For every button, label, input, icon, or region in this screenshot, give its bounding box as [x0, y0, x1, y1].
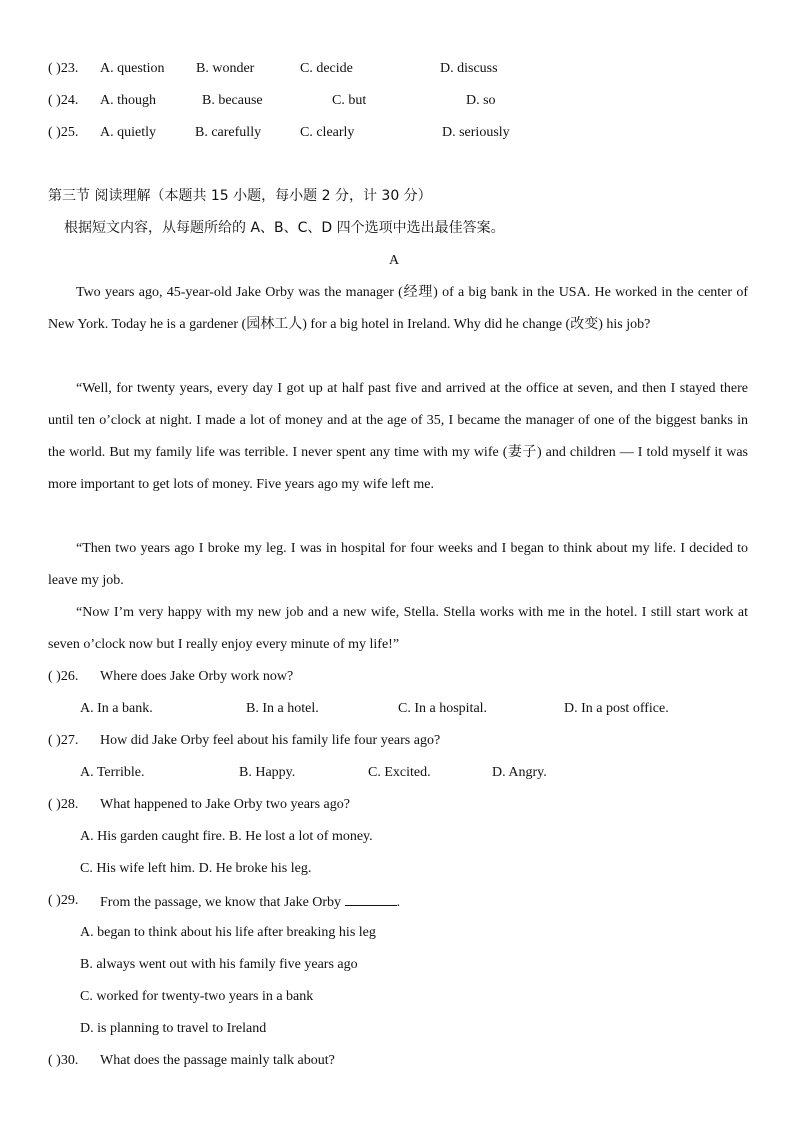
option-b: B. always went out with his family five years ago [80, 957, 358, 972]
question-number: ( )24. [48, 93, 79, 108]
option-c: C. Excited. [368, 765, 431, 780]
question-number: ( )23. [48, 61, 79, 76]
paragraph-text: “Well, for twenty years, every day I got up at half past five and arrived at the office at seven, and then I stayed there until ten o’clock at night. I made a lot of money and at the age of 35, I became the manager of one of the biggest banks in the world. But my family life was terrible. I never spent any time with my wife (妻子) and children — I told myself it was more important to get lots of money. Five years ago my wife left me. [48, 381, 748, 492]
option-d: D. discuss [440, 61, 498, 76]
option-d: D. is planning to travel to Ireland [80, 1021, 267, 1036]
option-a: A. though [100, 93, 156, 108]
option-b: B. because [202, 93, 263, 108]
option-a: A. question [100, 61, 165, 76]
question-stem: Where does Jake Orby work now? [100, 669, 294, 684]
option-a: A. Terrible. [80, 765, 145, 780]
question-stem: From the passage, we know that Jake Orby [100, 895, 342, 910]
option-b: B. Happy. [239, 765, 296, 780]
question-number: ( )29. [48, 893, 79, 908]
option-d: D. In a post office. [564, 701, 669, 716]
option-d: D. so [466, 93, 496, 108]
question-number: ( )28. [48, 797, 79, 812]
option-c: C. worked for twenty-two years in a bank [80, 989, 314, 1004]
question-number: ( )30. [48, 1053, 79, 1068]
paragraph-text: “Then two years ago I broke my leg. I was in hospital for four weeks and I began to think about my life. I decided to leave my job. [48, 541, 748, 588]
option-line-ab: A. His garden caught fire. B. He lost a lot of money. [80, 829, 373, 844]
option-c: C. clearly [300, 125, 355, 140]
option-c: C. but [332, 93, 367, 108]
question-number: ( )26. [48, 669, 79, 684]
option-c: C. decide [300, 61, 353, 76]
paragraph-text: “Now I’m very happy with my new job and a new wife, Stella. Stella works with me in the hotel. I still start work at seven o’clock now but I really enjoy every minute of my life!” [48, 605, 748, 652]
answer-blank [345, 891, 397, 906]
option-a: A. In a bank. [80, 701, 153, 716]
option-d: D. seriously [442, 125, 510, 140]
option-b: B. carefully [195, 125, 262, 140]
option-a: A. began to think about his life after breaking his leg [80, 925, 376, 940]
passage-paragraph [48, 373, 748, 501]
question-number: ( )25. [48, 125, 79, 140]
question-stem-wrap: From the passage, we know that Jake Orby . [100, 891, 400, 913]
option-c: C. In a hospital. [398, 701, 488, 716]
question-stem: What does the passage mainly talk about? [100, 1053, 335, 1068]
passage-paragraph [48, 597, 748, 661]
section-instruction: 根据短文内容，从每题所给的 A、B、C、D 四个选项中选出最佳答案。 [64, 220, 505, 236]
passage-label: A [389, 253, 400, 268]
option-b: B. In a hotel. [246, 701, 319, 716]
option-line-cd: C. His wife left him. D. He broke his leg. [80, 861, 312, 876]
question-stem: How did Jake Orby feel about his family life four years ago? [100, 733, 441, 748]
question-number: ( )27. [48, 733, 79, 748]
option-b: B. wonder [196, 61, 255, 76]
option-a: A. quietly [100, 125, 156, 140]
passage-paragraph [48, 533, 748, 597]
question-stem: What happened to Jake Orby two years ago? [100, 797, 350, 812]
section-title: 第三节 阅读理解（本题共 15 小题，每小题 2 分，计 30 分） [48, 188, 432, 204]
option-d: D. Angry. [492, 765, 547, 780]
passage-paragraph [48, 277, 748, 341]
paragraph-text: Two years ago, 45-year-old Jake Orby was the manager (经理) of a big bank in the USA. He worked in the center of New York. Today he is a gardener (园林工人) for a big hotel in Ireland. Why did he change (改变) his job? [48, 285, 748, 332]
